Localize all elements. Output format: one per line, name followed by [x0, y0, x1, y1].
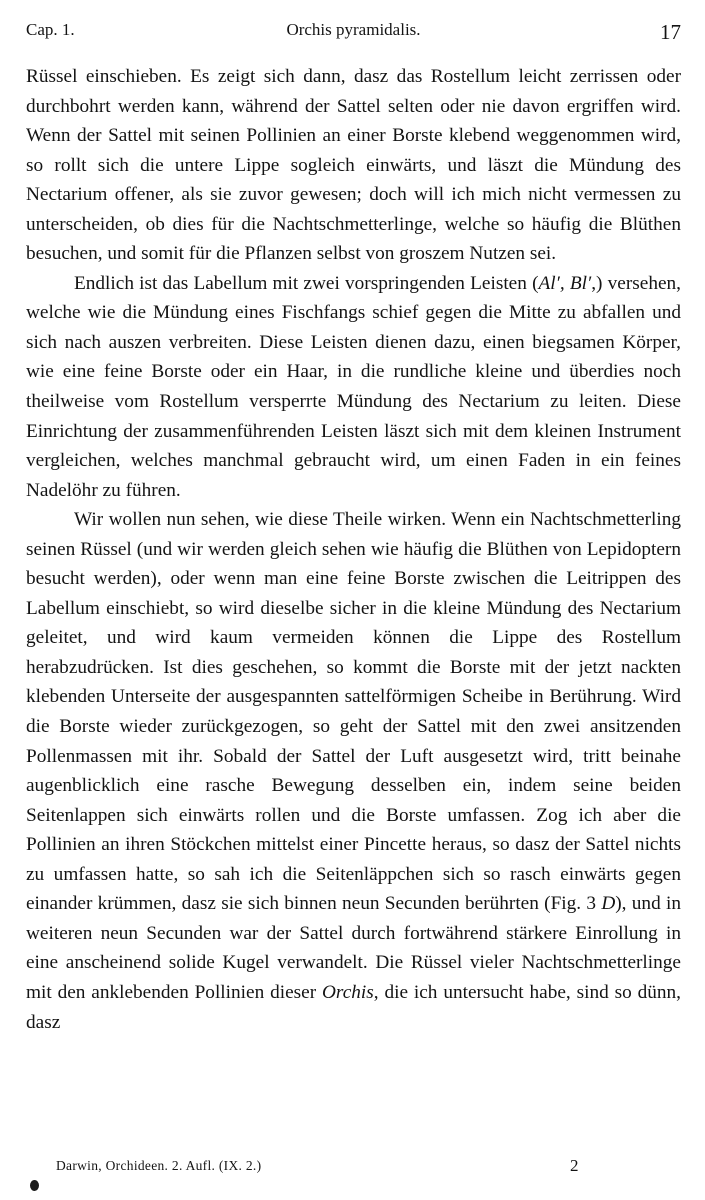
ink-dot-mark [30, 1180, 39, 1191]
paragraph-1: Rüssel einschieben. Es zeigt sich dann, dasz das Rostellum leicht zerrissen oder durchbohrt werden kann, während der Sattel selten oder nie davon ergriffen wird. Wenn der Sattel mit seinen Pollinien an einer Borste klebend weggenommen wird, so rollt sich die untere Lippe sogleich einwärts, und läszt die Mündung des Nectarium offener, als sie zuvor gewesen; doch will ich mich nicht vermessen zu unterscheiden, ob dies für die Nachtschmetterlinge, welche so häufig die Blüthen besuchen, und somit für die Pflanzen selbst von groszem Nutzen sei. [26, 66, 681, 265]
running-title: Orchis pyramidalis. [286, 20, 421, 39]
paragraph-3-text-end: , die ich untersucht habe, sind so dünn, dasz [26, 981, 681, 1033]
paragraph-3-text-start: Wir wollen nun sehen, wie diese Theile wirken. Wenn ein Nachtschmetterling seinen Rüssel (und wir werden gleich sehen wie häufig die Blüthen von Lepidoptern besucht werden), oder wenn man eine feine Borste zwischen die Leitrippen des Labellum einschiebt, so wird dieselbe sicher in die kleine Mündung des Nectarium geleitet, und wird kaum vermeiden können die Lippe des Rostellum herabzudrücken. Ist dies geschehen, so kommt die Borste mit der jetzt nackten klebenden Unterseite der ausgespannten sattelförmigen Scheibe in Berührung. Wird die Borste wieder zurückgezogen, so geht der Sattel mit den zwei ansitzenden Pollenmassen mit ihr. Sobald der Sattel der Luft ausgesetzt wird, tritt beinahe augenblicklich eine rasche Bewegung desselben ein, indem seine beiden Seitenlappen sich einwärts rollen und die Borste umfassen. Zog ich aber die Pollinien an ihren Stöckchen mittelst einer Pincette heraus, so dasz der Sattel nichts zu umfassen hatte, so sah ich die Seitenläppchen sich so rasch einwärts gegen einander krümmen, dasz sie sich binnen neun Secunden berührten (Fig. 3 [26, 509, 681, 915]
body-text [26, 62, 681, 1037]
paragraph-2-text-start: Endlich ist das Labellum mit zwei vorspringenden Leisten ( [74, 272, 539, 294]
paragraph-3-text-middle: ), und in weiteren neun Secunden war der Sattel durch fortwährend stärkere Einrollung in eine anscheinend solide Kugel verwandelt. Die Rüssel vieler Nachtschmetterlinge mit den anklebenden Pollinien dieser [26, 893, 681, 1003]
signature-line: Darwin, Orchideen. 2. Aufl. (IX. 2.) [56, 1158, 262, 1173]
figure-reference-labels: Al′, Bl′ [538, 272, 592, 294]
page-number: 17 [660, 20, 681, 44]
paragraph-3 [26, 505, 681, 1037]
genus-name: Orchis [322, 981, 374, 1003]
running-head [26, 16, 681, 46]
figure-reference-letter: D [601, 893, 616, 915]
paragraph-2 [26, 269, 681, 505]
page-footer [56, 1158, 645, 1180]
sheet-number: 2 [570, 1156, 579, 1175]
chapter-label: Cap. 1. [26, 20, 75, 39]
paragraph-2-text-end: ,) versehen, welche wie die Mündung eines Fischfangs schief gegen die Mitte zu abfallen und sich nach auszen verbreiten. Diese Leisten dienen dazu, einen biegsamen Körper, wie eine feine Borste oder ein Haar, in die rundliche kleine und überdies noch theilweise vom Rostellum versperrte Mündung des Nectarium zu leiten. Diese Einrichtung der zusammenführenden Leisten läszt sich mit dem kleinen Instrument vergleichen, welches manchmal gebraucht wird, um einen Faden in ein feines Nadelöhr zu führen. [26, 272, 681, 501]
